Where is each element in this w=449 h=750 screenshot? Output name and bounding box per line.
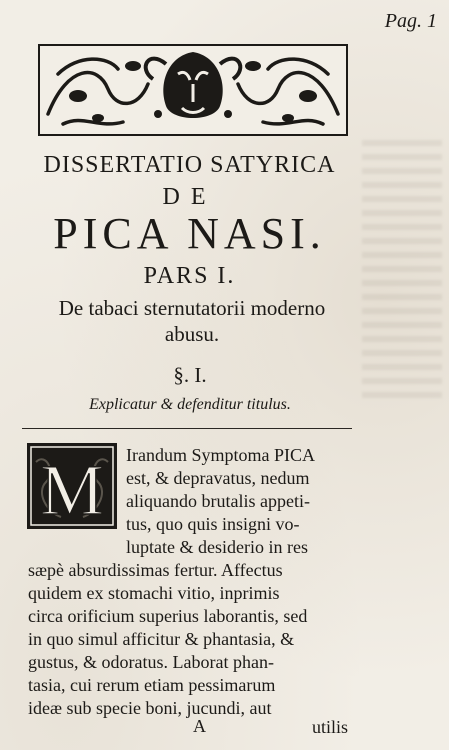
section-mark: §. I. xyxy=(173,363,207,387)
body-line-1: Irandum Symptoma PICA xyxy=(126,445,315,465)
initial-letter: M xyxy=(39,450,105,530)
body-line-6: sæpè absurdissimas fertur. Affectus xyxy=(28,560,283,580)
title-line-4: PARS I. xyxy=(143,263,236,289)
body-line-9: in quo simul afficitur & phantasia, & xyxy=(28,629,295,649)
body-line-3: aliquando brutalis appeti- xyxy=(126,491,310,511)
signature-mark: A xyxy=(193,716,206,736)
body-line-5: luptate & desiderio in res xyxy=(126,537,308,557)
body-line-12: ideæ sub specie boni, jucundi, aut xyxy=(28,698,272,718)
body-line-4: tus, quo quis insigni vo- xyxy=(126,514,300,534)
section-title: Explicatur & defenditur titulus. xyxy=(89,396,291,413)
body-line-10: gustus, & odoratus. Laborat phan- xyxy=(28,652,274,672)
subtitle-line-1: De tabaci sternutatorii moderno xyxy=(58,296,326,320)
title-line-3: PICA NASI. xyxy=(53,209,326,258)
subtitle-line-2: abusu. xyxy=(164,322,220,346)
body-line-2: est, & depravatus, nedum xyxy=(126,468,310,488)
body-line-7: quidem ex stomachi vitio, inprimis xyxy=(28,583,280,603)
title-line-2: DE xyxy=(162,184,217,210)
catchword: utilis xyxy=(312,717,349,737)
decorated-initial-m xyxy=(26,442,118,530)
title-line-1: DISSERTATIO SATYRICA xyxy=(43,152,336,178)
subtitle xyxy=(22,295,362,347)
body-line-8: circa orificium superius laborantis, sed xyxy=(28,606,308,626)
ornamental-headpiece xyxy=(38,44,348,136)
page-number: Pag. 1 xyxy=(384,10,437,32)
divider-rule xyxy=(22,428,352,429)
body-line-11: tasia, cui rerum etiam pessimarum xyxy=(28,675,276,695)
